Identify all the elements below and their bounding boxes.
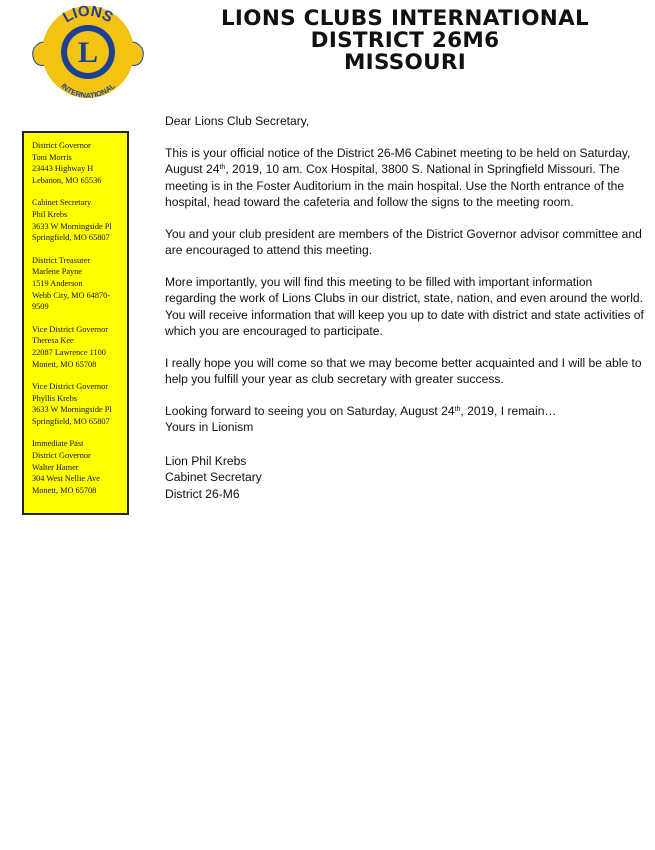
letter-closing xyxy=(165,403,645,436)
officer-immediate-past-governor xyxy=(32,438,127,496)
officer-name: Theresa Kee xyxy=(32,336,74,346)
officer-address-line2: Monett, MO 65708 xyxy=(32,359,97,369)
officer-cabinet-secretary xyxy=(32,197,127,243)
letter-paragraph-4: I really hope you will come so that we may become better acquainted and I will be able to help you fulfill your year as club secretary with greater success. xyxy=(165,355,642,386)
officer-address-line2: Webb City, MO 64870-9509 xyxy=(32,290,111,312)
signature-title: Cabinet Secretary xyxy=(165,470,262,484)
officer-title: Immediate Past xyxy=(32,439,84,449)
officer-address-line2: Lebanon, MO 65536 xyxy=(32,175,102,185)
letterhead-title xyxy=(160,8,650,74)
officer-title: Vice District Governor xyxy=(32,324,108,334)
officer-name: Phyllis Krebs xyxy=(32,393,77,403)
letter-paragraph-1: This is your official notice of the District 26-M6 Cabinet meeting to be held on Saturday, August 24th, 2019, 10 am. Cox Hospital, 3800 S. National in Springfield Missouri. The meeting is in the Foster Auditorium in the main hospital. Use the North entrance of the hospital, head toward the cafeteria and follow the signs to the meeting room. xyxy=(165,145,631,209)
letter-greeting: Dear Lions Club Secretary, xyxy=(165,114,310,128)
officer-district-treasurer xyxy=(32,255,127,313)
officer-title: District Governor xyxy=(32,141,91,150)
letter-body xyxy=(165,113,645,502)
letterhead-line-2: DISTRICT 26M6 xyxy=(310,28,500,53)
signature-district: District 26-M6 xyxy=(165,486,240,501)
officer-vice-district-governor-2 xyxy=(32,381,127,427)
letter-closing-line-1: Looking forward to seeing you on Saturday, August 24th, 2019, I remain… xyxy=(165,403,557,418)
officer-address-line1: 304 West Nellie Ave xyxy=(32,474,100,484)
logo-bottom-text: INTERNATIONAL xyxy=(59,81,117,101)
officer-address-line2: Springfield, MO 65807 xyxy=(32,233,110,243)
logo-top-text: LIONS xyxy=(60,2,116,27)
logo-letter: L xyxy=(77,36,99,69)
officer-address-line1: 23443 Highway H xyxy=(32,164,94,174)
officer-title: Vice District Governor xyxy=(32,382,108,392)
letter-paragraph-3: More importantly, you will find this meeting to be filled with important information regarding the work of Lions Clubs in our district, state, nation, and even around the world. You will receive information that will keep you up to date with district and state activities of which you are encouraged to participate. xyxy=(165,274,644,338)
officer-address-line1: 22087 Lawrence 1100 xyxy=(32,347,106,357)
officer-address-line1: 3633 W Morningside Pl xyxy=(32,405,112,415)
officers-sidebar xyxy=(22,131,129,515)
officer-title-line2: District Governor xyxy=(32,451,91,461)
letterhead-line-3: MISSOURI xyxy=(343,50,467,75)
signature-name: Lion Phil Krebs xyxy=(165,453,247,468)
officer-name: Toni Morris xyxy=(32,152,72,162)
officer-name: Phil Krebs xyxy=(32,209,68,219)
letter-paragraph-2: You and your club president are members of the District Governor advisor committee and are encouraged to attend this meeting. xyxy=(165,226,642,257)
letterhead-line-1: LIONS CLUBS INTERNATIONAL xyxy=(220,6,590,31)
officer-name: Walter Hamer xyxy=(32,462,79,472)
officer-address-line1: 3633 W Morningside Pl xyxy=(32,221,112,231)
lions-international-logo xyxy=(28,2,148,102)
officer-address-line2: Monett, MO 65708 xyxy=(32,485,97,495)
officer-title: District Treasurer xyxy=(32,255,91,265)
letter-signature xyxy=(165,453,645,503)
officer-name: Marlene Payne xyxy=(32,267,82,277)
officer-title: Cabinet Secretary xyxy=(32,198,92,208)
letter-closing-line-2: Yours in Lionism xyxy=(165,420,254,434)
officer-vice-district-governor-1 xyxy=(32,324,127,370)
officer-address-line2: Springfield, MO 65807 xyxy=(32,416,110,426)
officer-address-line1: 1519 Anderson xyxy=(32,278,83,288)
officer-district-governor xyxy=(32,140,127,186)
